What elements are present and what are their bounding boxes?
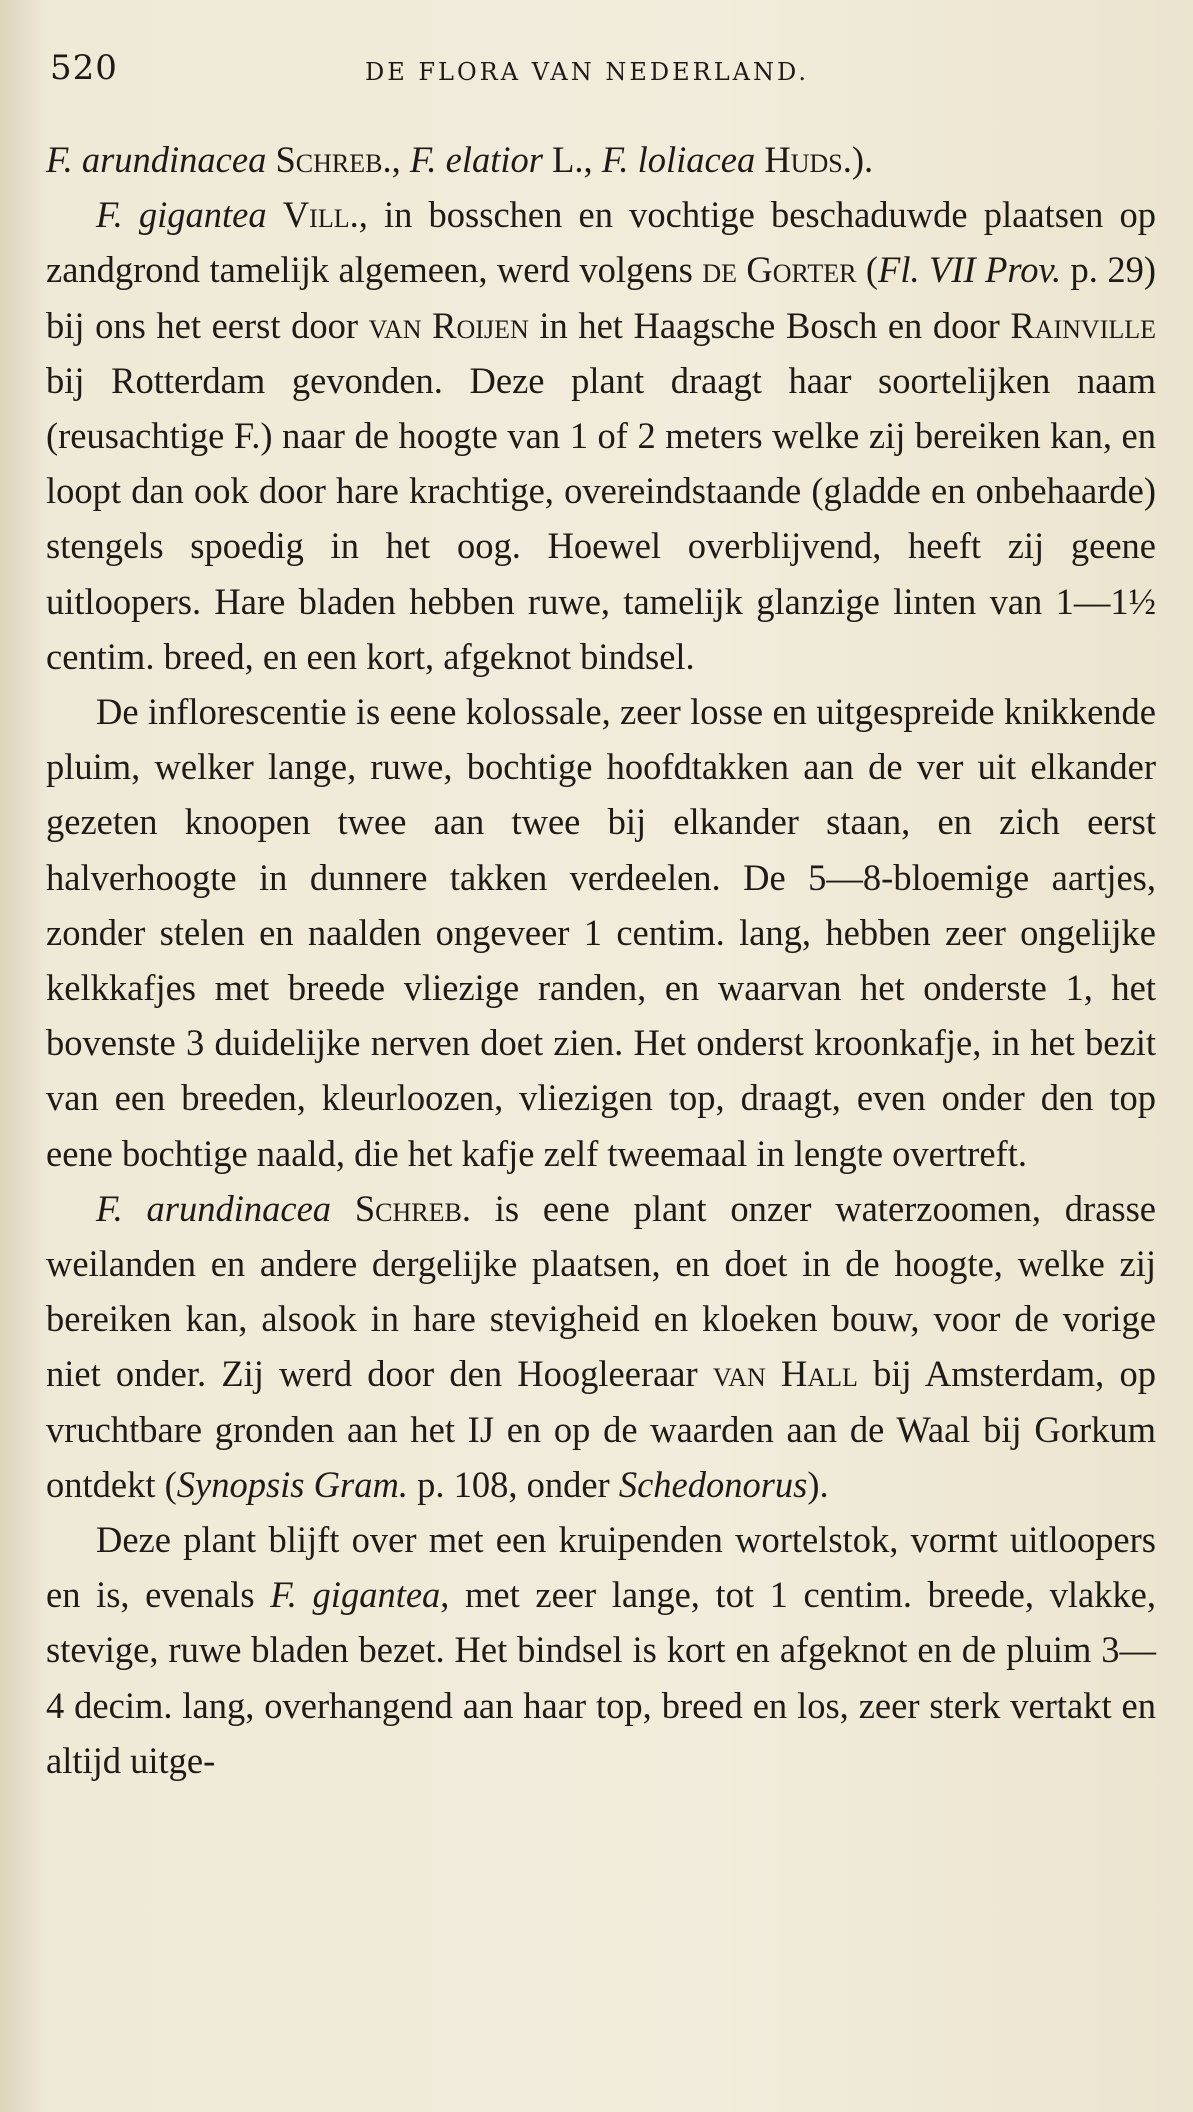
paragraph <box>46 187 1156 684</box>
author-name: Rainville <box>1010 304 1156 346</box>
text-run: p. 29) bij ons het eerst door <box>46 249 1156 346</box>
author-name: de Gorter <box>702 249 857 291</box>
text-run: , <box>391 139 410 180</box>
text-run: is eene plant onzer waterzoomen, drasse weilanden en andere dergelijke plaatsen, en doet in de hoogte, welke zij bereiken kan, alsook in hare stevigheid en kloeken bouw, voor de vorige niet onder. Zij werd door den Hoogleeraar <box>46 1187 1156 1395</box>
italic-text: F. arundinacea <box>46 139 267 180</box>
author-name: van Roijen <box>368 304 529 346</box>
italic-text: F. arundinacea <box>96 1187 332 1229</box>
text-run: ( <box>856 249 879 291</box>
italic-text: F. loliacea <box>601 139 756 180</box>
text-run <box>267 194 283 235</box>
italic-text: F. gigantea <box>270 1574 441 1616</box>
text-run <box>331 1188 355 1229</box>
page-header <box>50 48 1150 108</box>
italic-text: Fl. VII Prov. <box>878 249 1062 291</box>
paragraph <box>46 132 1156 187</box>
author-name: Schreb. <box>354 1187 471 1229</box>
text-run: , in bosschen en vochtige beschaduwde plaatsen op zandgrond tamelijk algemeen, werd volgens <box>46 194 1157 291</box>
text-run: L., <box>543 139 602 180</box>
author-name: Vill. <box>282 194 359 236</box>
text-run: bij Rotterdam gevonden. Deze plant draagt haar soortelijken naam (reusachtige F.) naar de hoogte van 1 of 2 meters welke zij bereiken kan, en loopt dan ook door hare krachtige, overeindstaande (gladde en onbehaarde) stengels spoedig in het oog. Hoewel overblijvend, heeft zij geene uitloopers. Hare bladen hebben ruwe, tamelijk glanzige linten van 1—1½ centim. breed, en een kort, afgeknot bindsel. <box>46 359 1156 677</box>
body-text <box>46 132 1156 1788</box>
author-name: Huds. <box>764 139 852 180</box>
text-run: in het Haagsche Bosch en door <box>528 304 1011 346</box>
author-name: van Hall <box>712 1353 858 1395</box>
text-run: , met zeer lange, tot 1 centim. breede, vlakke, stevige, ruwe bladen bezet. Het bindsel is kort en afgeknot en de pluim 3—4 decim. lang, overhangend aan haar top, breed en los, zeer sterk vertakt en altijd uitge- <box>46 1574 1156 1781</box>
italic-text: F. gigantea <box>96 194 267 236</box>
running-title: DE FLORA VAN NEDERLAND. <box>365 58 809 86</box>
paragraph <box>46 1181 1156 1512</box>
text-run <box>755 139 764 180</box>
text-run: Deze plant blijft over met een kruipenden wortelstok, vormt uitloopers en is, evenals <box>46 1519 1156 1616</box>
author-name: Schreb. <box>275 139 392 180</box>
text-run: ). <box>851 139 874 180</box>
italic-text: Schedonorus <box>618 1463 808 1505</box>
italic-text: F. elatior <box>409 139 543 180</box>
paragraph <box>46 1512 1156 1788</box>
text-run: bij Amsterdam, op vruchtbare gronden aan het IJ en op de waarden aan de Waal bij Gorkum ontdekt ( <box>46 1353 1156 1505</box>
paragraph <box>46 684 1156 1181</box>
text-run: De inflorescentie is eene kolossale, zeer losse en uitgespreide knikkende pluim, welker lange, ruwe, bochtige hoofdtakken aan de ver uit elkander gezeten knoopen twee aan twee bij elkander staan, en zich eerst halverhoogte in dunnere takken verdeelen. De 5—8-bloemige aartjes, zonder stelen en naalden ongeveer 1 centim. lang, hebben zeer ongelijke kelkkafjes met breede vliezige randen, en waarvan het onderste 1, het bovenste 3 duidelijke nerven doet zien. Het onderst kroonkafje, in het bezit van een breeden, kleurloozen, vliezigen top, draagt, even onder den top eene bochtige naald, die het kafje zelf tweemaal in lengte overtreft. <box>46 691 1156 1174</box>
text-run: ). <box>807 1463 829 1505</box>
text-run: p. 108, onder <box>407 1463 619 1505</box>
page-number: 520 <box>50 48 118 88</box>
italic-text: Synopsis Gram. <box>176 1463 408 1505</box>
